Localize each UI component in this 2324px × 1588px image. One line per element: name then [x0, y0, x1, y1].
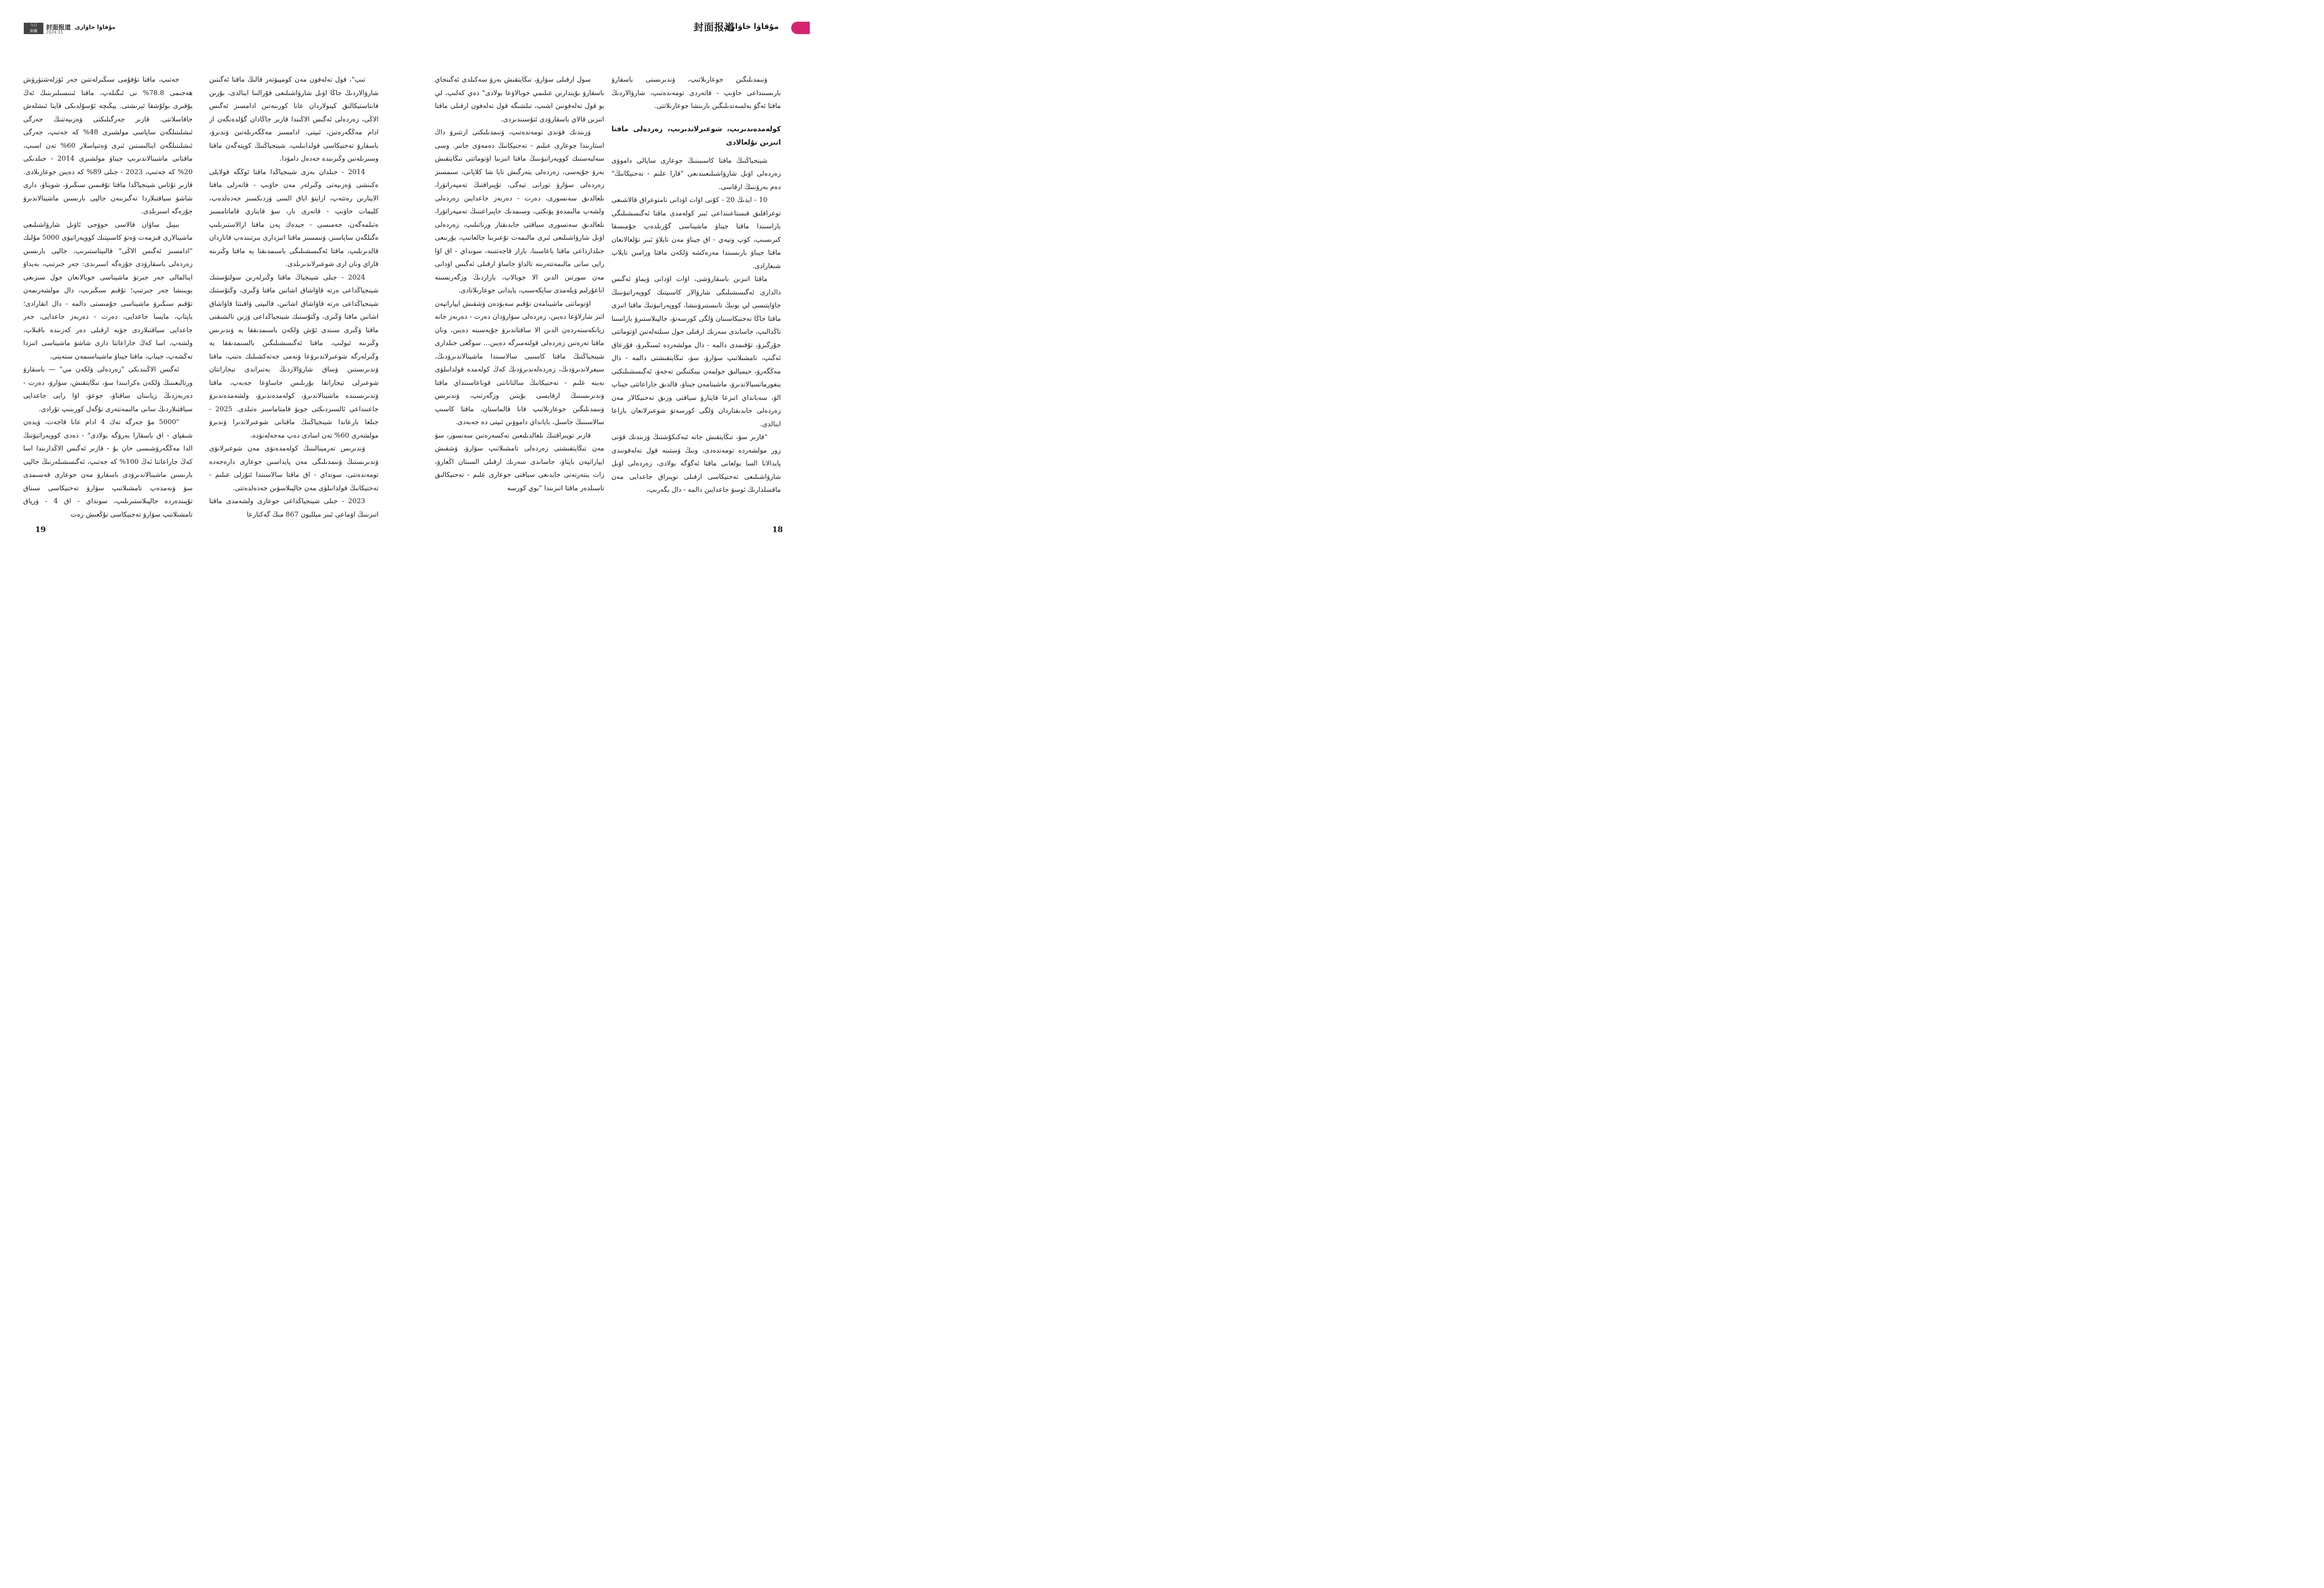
- paragraph: سول ارقىلى سۋارۋ، تىڭايتقىش بەرۋ سەكىلدى ئەگىنجاي باسقارۋ بۇيندارىن عىلىمي جوبالاۋعا بولادى" دەي كەلىپ، لي بو قول تەلەفونىن اشىپ، تىلشىگە قول تەلەفون ارقىلى ماقتا اتىزىن قالاي باسقارۋدى ئتۇسىندىردى.: [435, 76, 604, 123]
- paragraph: "قازىر سۋ، تىڭايتقىش جانە ئبەكىكۇشتىڭ ۋزىندىك قۋنى زور مولشەردە تومەندەدى، ونىڭ ۋستىنە قول تەلەفونىدى پايدالانا السا بولعانى ماقتا ئەگۋگە بولادى، زەردەلى اۋىل شارۋاشىلىعى تەحنيكاسى ارقىلى توپىراق جاعدايى مەن ماقسلدارىڭ ئوسۋ جاعدايىن دالمە - دال يگەرىپ،: [611, 433, 781, 494]
- paragraph: ۋنىمدىلىگىن جوعارىلاتىپ، ۋندىرىستى باسقارۋ بارىسىنداعى حاۋىپ - قاتەردى تومەندەتىپ، شارۋالاردىڭ ماقتا ئەگۋ بەلسەندىلىگىن بارىنشا جوعارىلاتتى.: [611, 76, 781, 110]
- paragraph: ماقتا اتىزىن باسقارۋشى، اۋات اۋدانى ۋيماۋ ئەگىس دالدارى ئەگىسشىلىگى شارۋالار كاسىپتىك كووپەراتيۋىنىڭ جاۋاپتىسى لي بونىڭ تانىستىرۋىنشا، كووپەراتيۋتىڭ ماقتا اتىزى ماقتا جاڭا تەحنيكاسىنان ۋلگى كورسەتۋ، جالپىلاستىرۋ بازاسىنا تاڭدالىپ، جاساندى سەرىك ارقىلى جول سىلتەلەتىن اۋتوماتتى جۇرگىزۋ، تۇقىمدى دالمە - دال مولشەردە ئسىڭىرۋ، قۇرعاق ئەگىپ، تامشىلاتىپ سۋارۋ، سۋ، تىڭايتقىشتى دالمە - دال مەڭگەرۋ، حيميالىق جولمەن بيىكتىگىن تەجەۋ، ئەگىسشىلىكتى ينفورماتسيالاندىرۋ، ماشينامەن جيناۋ، قالدىق جاراعاتتى جيناپ الۋ، سەبانداي اتىزعا قايتارۋ سياقتى وزىق تەحنيكالار مەن زەردەلى جابدىقتاردان ۋلگى كورسەتۋ شوعىرلانعان بازاعا اينالدى.: [611, 275, 781, 428]
- section-title-chinese: 封面报道: [693, 22, 735, 33]
- article-column-1: [23, 73, 193, 522]
- section-title-uyghur: مۇقاۋا خاۋارى: [723, 22, 779, 31]
- paragraph: ۋندىرىس تەرمينالىنىڭ كولەمدەنۋى مەن شوعىرلانۋى ۋندىرىستىڭ ۋنىمدىلىگى مەن پايداسىن جوعارى دارەجەدە تومەندەتتى، سونداي - اق ماقتا سالاسىندا ئتۇرلى عىلىم - تەحنيكانىڭ قولدانىلۋى مەن جالپىلاسۋىن جەدەلدەتتى.: [209, 445, 379, 492]
- paragraph: تىپ"، قول تەلەفون مەن كومپيۋتەر قالىڭ ماقتا ئەگىتىن شارۋالاردىڭ جاڭا اۋىل شارۋاشىلىعى قۇرالىنا اينالدى، بۇرىن فانتاستيكالىق كينولاردان عانا كورىنەتىن ادامسىز ئەگىس الاڭى، زەردەلى ئەگىس الاڭىندا قازىر جاڭادان گۇلدەنگەن از ادام مەڭگەرەتىن، ئىپتى، ادامسىز مەڭگەرىلەتىن ۋندىرۋ، باسقارۋ تەحنيكاسى قولدانىلىپ، شينجياڭنىڭ كوپتەگەن ماقتا وسىرىلەتىن وڭىرىندە جەدەل دامۋدا.: [209, 76, 379, 163]
- paragraph: شينجياڭنىڭ ماقتا كاسىبىنىڭ جوعارى ساپالى داموۋى زەردەلى اۋىل شارۋاشىلىعىندىعى "قارا علىم - تەحنيكانىڭ" دەم بەرۋىنىڭ ارقاسى.: [611, 157, 781, 191]
- paragraph: 2024 - جىلى شينجياڭ ماقتا وڭىرلەرىن سولتۇستىك شينجياڭداعى ەرتە قاۋاشاق اشاتىن ماقتا ۋڭىرى، وڭتۇستىك شينجياڭداعى ەرتە قاۋاشاق اشاتىن، قالىپتى ۋاقىتتا قاۋاشاق اشاتىن ماقتا ۋڭىرى، وڭتۇستىك شينجياڭداعى ۋزىن تالشىقتى ماقتا ۋڭىرى سىندى ئۇش ۋلكەن باسىمدىققا يە ۋندىرىس وڭىرىنە ئبولىپ، ماقتا ئەگىسشىلىگىن بالسىمدىققا يە وڭىرلەرگە شوعىرلاندىرۋعا ۋنەمى جەتەكشىلىك ەتىپ، ماقتا ۋندىرىستىن ۋساق شارۋالاردىڭ بەتىراندى تيجاراتتان شوعىرلى تيجاراتقا بۇرىلىس جاساۋعا جەبەپ، ماقتا ۋندىرىسىندە ماشينالاندىرۋ، كولەمدەندىرۋ، ولشەمدەندىرۋ جاعىنداعى ئالسىزدىكتى جويۋ قامتاماسىز ەتىلدى. 2025 - جىلعا بارعاندا شينجياڭنىڭ ماقتانى شوعىرلاندىرا ۋندىرۋ مولشەرى 60% تەن اسادى دەپ مەجەلەنۋدە.: [209, 273, 379, 440]
- left-page: [0, 0, 405, 553]
- paragraph: 2014 - جىلدان بەرى شينجياڭدا ماقتا ئوڭگە قولايلى ەكىنشى ۋەزىيەتى وڭىرلەر مەن حاۋىپ - قاتەرلى ماقتا الاپتارىن رەتتەپ، ازايتۋ اياق السى ۋزدىكسىز جەدەلدەپ، كليمات حاۋىپ - قاتەرى بار، سۋ قايناري قاماتامسىز ەتىلمەگەن، جەمىسى - جيدەك پەن ماقتا ارالاستىرىلىپ ەگىلگەن ساپاسىز، ۋنىمسىز ماقتا اتىزدارى بىرتىندەپ قاتاردان قالدىرىلىپ، ماقتا ئەگىسشىلىگى باسىمدىقتا يە ماقتا وڭىرىنە قاراي ونان ارى شوعىرلاندىرىلدى.: [209, 168, 379, 268]
- paragraph: بىيىل ساۋان قالاسى حوۋجى ئاۋىل شارۋاشىلىعى ماشينالارى قىزمەت ۋەتۋ كاسىپتىك كووپەراتيۋى 5000 مۇلىك "ادامسىز ئەگىس الاڭى" قالىپتاستىرىپ، جالپى بارىسىن زەردەلى باسقارۋدى جۇزەگە اسىرىدى: جەر جىرتىپ، بەيداۋ اينالمالى جەر جىرتۋ ماشيناسى جوبالانعان جول سىزىعى بويىنشا جەر جىرتىپ؛ تۇقىم سىڭىرىپ، دال مولشەرىمەن تۇقىم سىڭىرۋ ماشيناسى جۇمىستى دالمە - دال اتقارادى؛ باپتاپ، مايسا جاعدايى، دەرت - دەربەز جاعدايى، جەر جاعدايى سياقتىلاردى جۋيە ارقىلى دەر كەزىندە باقىلاپ، ولشەپ، اسا كەڭ جاراعاتتا دارى شاشۋ ماشيناسى اتىزدا تەڭشەپ، جيناپ، ماقتا جيناۋ ماشيناسىمەن ستەپتى.: [23, 221, 193, 361]
- article-column-4: [611, 73, 781, 522]
- paragraph: ۋزىندىك قۋندى تومەندەتىپ، ۋنىمدىلىكتى ارتتىرۋ داڭ استارىندا جوعارى عىلىم - تەحنيكانىڭ دەمەۋى جاتىر. وسى سەلبەستىك كووپەراتيۋىنىڭ ماقتا اتىزىنا اۋتوماتتى تىڭايتقىش بەرۋ جۇيەسى، زەردەلى يتەرگىش تايا شا كلاپانى، سىمسىز زەردەلى سۋارۋ تورابى تيەگى، تۇپىراقتىڭ تەمپەراتۋرا، ىلعالدىق سەنسورى، دەرت - دەربەز جاعدايىن زەردەلى ولشەپ مالىمدەۋ پۋنكتى، وسىمدىك جاپىراعىنىڭ تەمپەراتۋرا، ىلعالدىق سەنسورى سياقتى جابدىقتار ورناتىلىپ، زەردەلى اۋىل شارۋاشىلىعى ئىرى مالىمەت تۇعىرىنا جالعانىپ، بۇرىنعى جىلدارداعى ماقتا باعاسىنا، بازار قاجەتتىنە، سونداي - اق اۋا رايى سانى مالىمەتتەرىنە تالداۋ جاساۋ ارقىلى ئەگىس اۋدانى مەن سورتىن الدىن الا جوبالاپ، بازاردىڭ وزگەرىسىنە اناعۇرلىم ۋيلەمدى سايكەسىپ، پايدانى جوعارىلاتادى.: [435, 129, 604, 294]
- right-page: [405, 0, 810, 553]
- article-column-2: [209, 73, 379, 522]
- paragraph: "5000 مۇ جەرگە تەك 4 ادام عانا قاجەت، ۋيدەن شىقپاي - اق باسقارا بەرۋگە بولادى" - دەدى كووپەراتيۋتىڭ الدا مەڭگەرۋشىسى حان بۇ - قازىر ئەگىس الاڭدارىندا اسا كەڭ جاراعاتتا ئەڭ 100% كە جەتىپ، ئەگىسشىلەرنىڭ جالپى بارىسىن ماشينالاندىرۋدى باسقارۋ مەن جوعارى قەسىمدى سۋ ۋنەمدەپ تامشىلاتىپ سۋارۋ تەحنيكاسى سىناق تۇپىندەردە جالپىلاستىرىلىپ، سونداي - اق 4 - ۋرپاق تامشىلاتىپ سۋارۋ تەحنيكاسى تۇڭعىش رەت: [23, 418, 193, 519]
- page-number-right: 18: [772, 525, 783, 534]
- page-number-left: 19: [35, 525, 46, 534]
- article-column-3: [435, 73, 604, 522]
- paragraph: جەتىپ، ماقتا تۇقۇمى سىڭىرلەتتىن جەر ئۆزلەشتۈرۈش ھەجىمى 78.8% نى ئىگىلەپ، ماقتا ئىنىسىلىرىنىڭ ئەڭ يۇقىرى بولۇشقا ئېرىشتى. يېڭىچە ئۇسۇلدىكى قايتا ئىشلەش جاقاسلانتى. قازىر جەرگىلىكتى ۋەزىيەتنىڭ جەرگى ئىشلىتىلگەن ساپاسى مولشىرى 48% كە جەتىپ، جەرگى ئىشلىتىلگەن اينالىستىن ئىرى ۋەتىپاسلار 60% تەن اسىپ، ماقتانى ماشينالاندىرىپ جيناۋ مولشىرى 2014 - جىلدىكى 20% كە جەتىپ، 2023 - جىلى 89% كە دەيىن جوعارىلادى. قازىر تۇتاس شينجياڭدا ماقتا تۇقىمىن سىڭىرۋ، شوپتاۋ، دارى شاشۋ سياقتىلاردا تەگىزىنەن جالپى بارىسىن ماشينالاندىرۋ جۇزەگە اسىرىلدى.: [23, 76, 193, 215]
- paragraph: اۋتوماتتى ماشينامەن تۇقىم سەبۋدەن ۋشقىش اپپاراتپەن اتىز شارلاۋعا دەيىن، زەردەلى سۋارۋدان دەرت - دەربەز جانە زيانكەستەردەن الدىن الا ساقتاندىرۋ جۇيەسىنە دەيىن، ونان ماقتا تەرەتىن زەردەلى قولتەمىرگە دەيىن… سوڭعى جىلدارى شينجياڭنىڭ ماقتا كاسىبى سالاسىندا ماشينالاندىرۋدىڭ، سيفرلاندىرۋدىڭ، زەردەلەندىرۋدىڭ كەڭ كولەمدە قولدانىلۋى بەينە علىم - تەحنيكانىڭ سالتانانتى قوناعاسىنداي ماقتا ۋندىرىسىنىڭ ارقايسى بۇينىن وزگەرتىپ، ۋندىرىس ۋنىمدىلىگىن جوعارىلاتىپ قانا قالماستان، ماقتا كاسىپ سالاسىنىڭ جاسىل، بايانداي داموۋىن ئىپتى دە جەبەدى.: [435, 300, 604, 426]
- paragraph: ئەگىس الاڭىندىكى "زەردەلى ۋلكەن مي" — باسقارۋ ورتالىعىنىڭ ۋلكەن ەكرانىندا سۋ، تىڭايتقىش، سۋارۋ، دەرت - دەربەزدىڭ زيانىنان ساقتاۋ، جوعۋ، اۋا رايى جاعدايى سياقتىلاردىڭ سانى مالىمەتتەرى تۇگەل كورىنىپ تۇرادى.: [23, 366, 193, 413]
- paragraph: قازىر توپىراقتىڭ ىلعالدىلىعىن تەكسەرەتىن سەنسور، سۋ مەن تىڭايتقىشتى زەردەلى تامشىلاتىپ سۋارۋ، ۋشقىش اپپاراتپەن باپتاۋ، جاساندى سەرىك ارقىلى السىتان اڭعارۋ، زات ينتەرنەتى جابدىعى سياقتى جوعارى علىم - تەحنيكالىق تاسىلدەر ماقتا اتىزىندا "بوي كورسە: [435, 431, 604, 492]
- issue-date: 2024.11: [46, 30, 64, 35]
- section-title-chinese: 封面报道: [46, 24, 71, 31]
- magazine-logo: 今日 新疆: [24, 23, 43, 34]
- section-heading: كولەمدەندىرىپ، شوعىرلاندىرىپ، زەردەلى ماقتا اتىزىن تۇلعالادى: [611, 124, 781, 147]
- accent-tab: [791, 22, 810, 34]
- section-title-uyghur: مۇقاۋا خاۋارى: [75, 24, 116, 30]
- paragraph: 2023 - جىلى شينجياڭداعى جوعارى ولشەمدى ماقتا اتىزىنىڭ اۋماعى ئبىر ميلليون 867 مىڭ گەكتارعا: [209, 497, 379, 519]
- paragraph: 10 - ايدىڭ 20 - كۇنى اۋات اۋدانى تامتوعراق قالاشىعى توعراقلىق قىستاعىنداعى ئبىر كولەمدى ماقتا ئەگىسشىلىگى بازاسىندا ماقتا جيناۋ ماشيناسى گۇرىلدەپ جۇمىسقا كىرىسىپ، كوپ وتپەي - اق جيناۋ مەن تايلاۋ ئبىر تۇلعالانعان ماقتا جيناۋ بارىسىندا مەرەكشە ۋلكەن ماقتا ورامىن تايلاپ شىعارادى.: [611, 196, 781, 270]
